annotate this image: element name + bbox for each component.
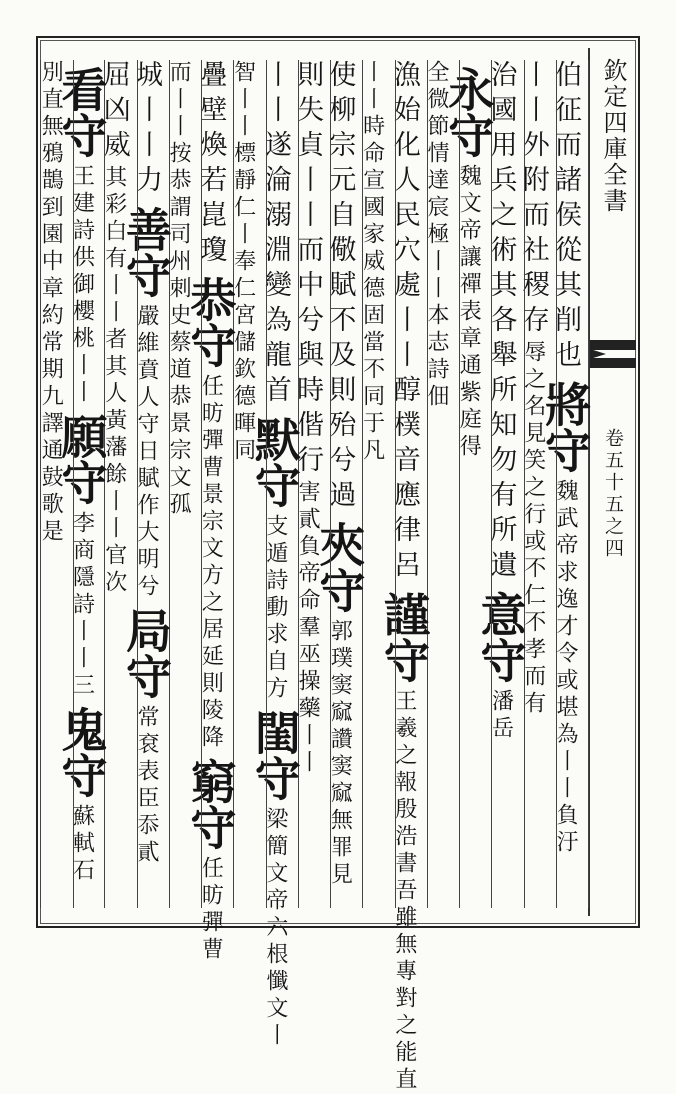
text-segment: 魏文帝讓禪表章通紫庭得 — [456, 164, 482, 461]
entry-headword: 謹守 — [376, 591, 431, 683]
fishtail-mark — [590, 340, 636, 368]
text-segment: 王羲之報殷浩書吾雖無專對之能直 — [391, 689, 417, 1094]
text-column — [292, 60, 331, 908]
text-column — [118, 60, 173, 908]
entry-headword: 默守 — [247, 416, 302, 508]
text-segment: 常袞表臣忝貳 — [133, 705, 159, 867]
text-segment: 章約常期九譯通 — [38, 276, 64, 465]
text-column — [517, 60, 557, 908]
fold-margin — [588, 48, 638, 916]
text-segment: 潘岳 — [488, 689, 514, 743]
text-segment: 支遁詩動求自方 — [262, 514, 288, 703]
text-column — [312, 60, 367, 908]
book-title: 欽定四庫全書 — [599, 58, 627, 214]
text-column — [40, 60, 74, 908]
text-segment: 其彩白有丨丨者其人黃 — [101, 165, 127, 435]
entry-headword: 將守 — [537, 381, 592, 473]
text-column — [473, 60, 528, 908]
text-segment: 王建詩供御櫻桃丨丨 — [69, 164, 95, 407]
text-segment: 別直無鴉鵲到園中 — [38, 60, 64, 276]
text-column — [230, 60, 266, 908]
text-column — [183, 60, 238, 964]
text-segment: 城丨丨力 — [130, 60, 162, 200]
text-segment: 鼓歌是 — [38, 465, 64, 546]
text-segment: 丨奉仁宮儲欽德暉同 — [230, 222, 256, 465]
entry-headword: 看守 — [54, 66, 109, 158]
text-segment: 任昉彈曹景宗文方之居延則陵降 — [198, 374, 224, 752]
text-segment: 李商隱詩丨丨三 — [69, 511, 95, 700]
text-segment: 景宗文孤 — [166, 411, 192, 519]
entry-headword: 夾守 — [312, 521, 367, 613]
text-column — [424, 60, 460, 908]
text-segment: 蘇軾石 — [69, 804, 95, 885]
text-segment: 漁始化人民穴處丨丨醇樸音應律呂 — [388, 60, 420, 585]
entry-headword: 鬼守 — [54, 706, 109, 798]
text-segment: 使柳宗元自儆賦不及則殆兮過 — [324, 60, 356, 515]
entry-headword: 局守 — [118, 607, 173, 699]
text-segment: 郭璞窦窳讚窦窳無罪見 — [327, 619, 353, 889]
text-column — [166, 60, 202, 908]
text-segment: 丨丨外附而社稷存 — [517, 60, 549, 340]
text-segment: 丨丨遂淪溺淵變為龍首 — [259, 60, 291, 410]
entry-headword: 願守 — [54, 413, 109, 505]
text-segment: 丨丨時命宣國家威德固當不同于凡 — [359, 60, 385, 465]
entry-headword: 閨守 — [247, 709, 302, 801]
text-segment: 梁簡文帝六根懺文丨 — [262, 807, 288, 1050]
text-segment: 藩餘丨丨官次 — [101, 435, 127, 597]
text-segment: 則失貞丨丨而中兮與時偕行 — [292, 60, 324, 480]
text-column — [359, 60, 395, 908]
text-column — [376, 60, 431, 1094]
text-segment: 辱之名見笑之行或不仁不孝而有 — [520, 340, 546, 718]
text-segment: 任昉彈曹 — [198, 856, 224, 964]
text-column — [441, 60, 496, 908]
text-column — [537, 60, 592, 908]
text-segment: 害貳負帝命羣巫操藥丨丨 — [295, 480, 321, 777]
text-segment: 嚴維賁人守日賦作大明兮 — [133, 304, 159, 601]
entry-headword: 永守 — [441, 66, 496, 158]
text-segment: 疊壁煥若崑瓊 — [195, 60, 227, 270]
text-segment: 而丨丨按恭謂司州刺史蔡道恭 — [166, 60, 192, 411]
entry-headword: 恭守 — [183, 276, 238, 368]
volume-label: 卷五十五之四 — [602, 428, 624, 560]
text-column — [247, 60, 302, 1050]
text-column — [98, 60, 137, 908]
entry-headword: 窮守 — [183, 758, 238, 850]
text-segment: 魏武帝求逸才令或堪為丨丨負汙 — [552, 479, 578, 857]
text-segment: 智丨丨標靜仁 — [230, 60, 256, 222]
text-segment: 治國用兵之術其各舉所知勿有所遺 — [485, 60, 517, 585]
text-segment: 伯征而諸侯從其削也 — [549, 60, 581, 375]
entry-headword: 意守 — [473, 591, 528, 683]
entry-headword: 善守 — [118, 206, 173, 298]
text-segment: 詩佃 — [424, 357, 450, 411]
text-segment: 全微節情達宸極丨丨本志 — [424, 60, 450, 357]
text-segment: 屈凶威 — [98, 60, 130, 165]
text-column — [54, 60, 109, 908]
